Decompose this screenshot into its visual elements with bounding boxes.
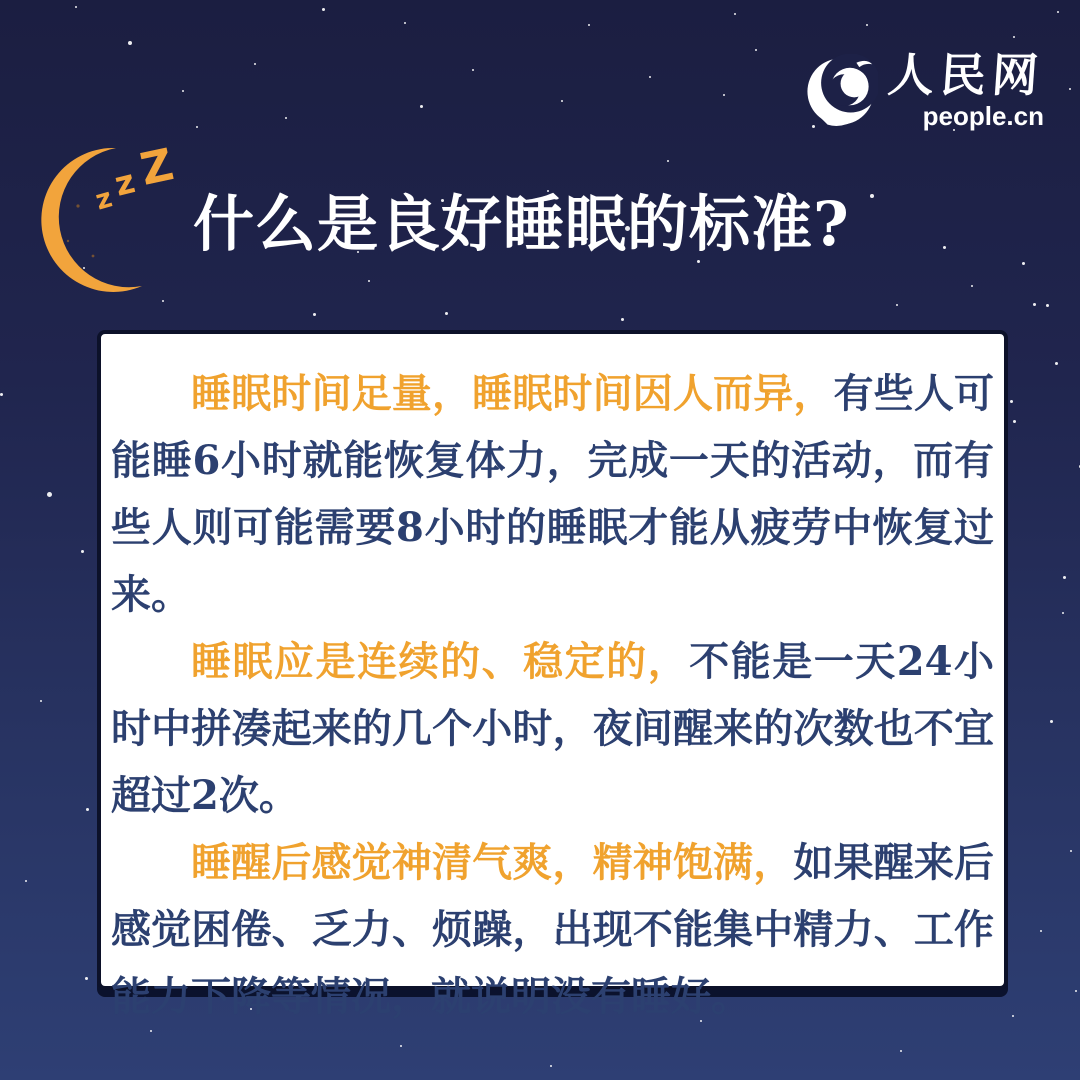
star [1040, 930, 1042, 932]
brand-name-en: people.cn [922, 101, 1044, 131]
star [285, 117, 287, 119]
star [649, 76, 651, 78]
star [1057, 11, 1059, 13]
brand-logo [806, 50, 1044, 132]
sleep-z-icon: Z [136, 139, 178, 196]
star [81, 550, 84, 553]
star [445, 312, 448, 315]
paragraph-highlight: 睡醒后感觉神清气爽，精神饱满， [191, 839, 794, 886]
star [313, 313, 316, 316]
star [400, 1045, 402, 1047]
star [1070, 850, 1072, 852]
star [85, 977, 88, 980]
paragraph-body: 如果醒来后感觉困倦、乏力、烦躁，出现不能集中精力、工作能力下降等情况，就说明没有睡好。 [111, 839, 995, 1020]
sleep-z-icon: z [110, 161, 139, 204]
star [75, 6, 77, 8]
star [723, 94, 725, 96]
star [472, 69, 474, 71]
paragraph-highlight: 睡眠应是连续的、稳定的， [191, 638, 690, 685]
star [47, 492, 52, 497]
star [900, 1050, 902, 1052]
star [322, 8, 325, 11]
star [734, 13, 736, 15]
star [1013, 420, 1016, 423]
star [404, 22, 406, 24]
star [1075, 990, 1077, 992]
paragraph-sleep-continuity [111, 628, 994, 829]
star [1022, 262, 1025, 265]
star [0, 393, 3, 396]
brand-wordmark [888, 50, 1044, 130]
star [667, 160, 669, 162]
star [40, 700, 42, 702]
paragraph-wake-feeling [111, 829, 994, 1030]
star [971, 285, 973, 287]
paragraph-body: 有些人可能睡6小时就能恢复体力，完成一天的活动，而有些人则可能需要8小时的睡眠才能从疲劳中恢复过来。 [111, 370, 995, 618]
star [1046, 304, 1049, 307]
star [25, 880, 27, 882]
star [1013, 36, 1015, 38]
page-title: 什么是良好睡眠的标准? [193, 189, 850, 260]
star [1055, 362, 1058, 365]
star [1012, 1015, 1014, 1017]
star [621, 318, 624, 321]
star [86, 808, 89, 811]
star [550, 1065, 552, 1067]
star [896, 304, 898, 306]
people-cn-emblem-icon [806, 54, 878, 132]
content-card [97, 330, 1008, 1020]
brand-name-cn: 人民网 [886, 48, 1046, 102]
paragraph-highlight: 睡眠时间足量，睡眠时间因人而异， [191, 370, 834, 417]
star [561, 100, 563, 102]
star [588, 24, 590, 26]
star [870, 194, 874, 198]
star [1010, 400, 1013, 403]
star [1033, 303, 1036, 306]
paragraph-body: 不能是一天24小时中拼凑起来的几个小时，夜间醒来的次数也不宜超过2次。 [111, 638, 994, 819]
star [866, 24, 868, 26]
star [755, 49, 757, 51]
star [196, 126, 198, 128]
paragraph-sleep-duration [111, 360, 994, 628]
star [1069, 88, 1071, 90]
star [150, 1030, 152, 1032]
star [1063, 576, 1066, 579]
star [1062, 612, 1064, 614]
star [1050, 720, 1053, 723]
star [254, 63, 256, 65]
star [368, 280, 370, 282]
star [128, 41, 132, 45]
star [943, 246, 946, 249]
star [420, 105, 423, 108]
sleep-z-icon: z [92, 182, 116, 217]
star [182, 90, 184, 92]
